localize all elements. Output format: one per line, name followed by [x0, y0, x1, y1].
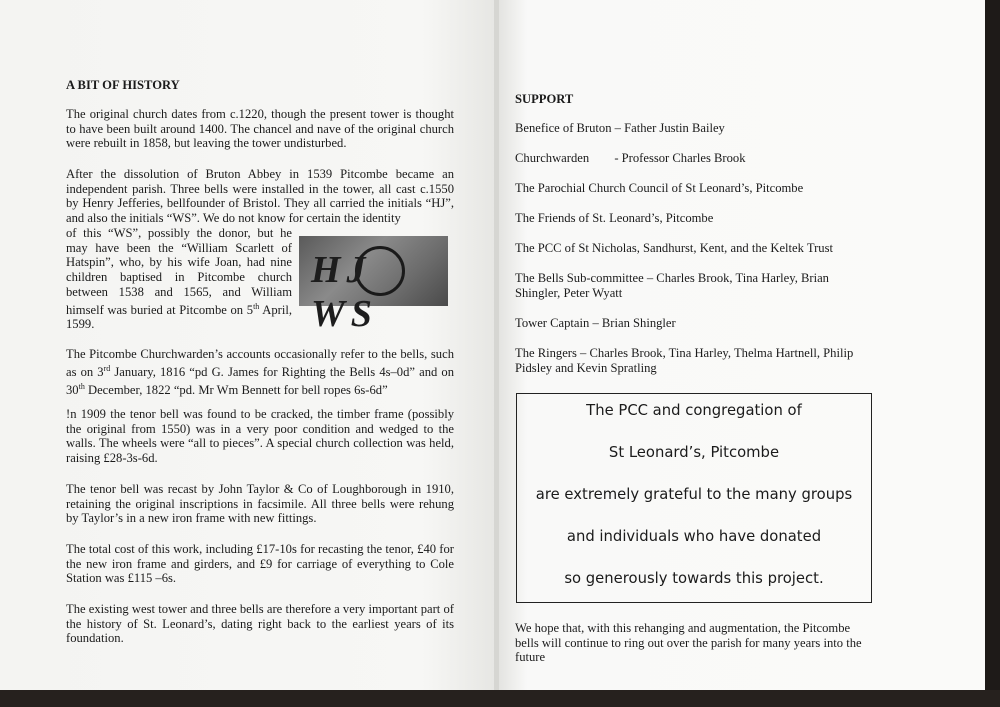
history-paragraph-2a: After the dissolution of Bruton Abbey in 1539 Pitcombe became an independent parish. Three bells were installed in the tower, all cast c.1550 by Henry Jefferies, bellfounder of Bristol. They all carried the initials “HJ”, and also the initials “WS”. We do not know for certain the identity: [66, 167, 454, 226]
history-paragraph-3: The Pitcombe Churchwarden’s accounts occasionally refer to the bells, such as on 3rd January, 1816 “pd G. James for Righting the Bells 4s–0d” and on 30th December, 1822 “pd. Mr Wm Bennett for bell ropes 6s-6d”: [66, 347, 454, 397]
gratitude-line: The PCC and congregation of: [586, 402, 802, 419]
history-heading: A BIT OF HISTORY: [66, 78, 180, 92]
gratitude-line: so generously towards this project.: [564, 570, 824, 587]
bell-inscription-photo: [299, 236, 448, 335]
support-item: The Parochial Church Council of St Leonard’s, Pitcombe: [515, 181, 804, 195]
support-heading: SUPPORT: [515, 92, 574, 106]
gratitude-line: St Leonard’s, Pitcombe: [608, 444, 780, 461]
book-spine: [494, 0, 499, 707]
support-item: The PCC of St Nicholas, Sandhurst, Kent, and the Keltek Trust: [515, 241, 833, 255]
support-item: Tower Captain – Brian Shingler: [515, 316, 676, 330]
stamp-initials: HJ WS: [311, 249, 378, 335]
history-paragraph-4: !n 1909 the tenor bell was found to be cracked, the timber frame (possibly the original from 1550) was in a very poor condition and wedged to the walls. The wheels were “all to pieces”. A special church collection was held, raising £28-3s-6d.: [66, 407, 454, 466]
history-paragraph-1: The original church dates from c.1220, though the present tower is thought to have been built around 1400. The chancel and nave of the original church were rebuilt in 1858, but leaving the tower undisturbed.: [66, 107, 454, 151]
scan-edge-right: [985, 0, 1000, 707]
gratitude-box: [516, 393, 872, 603]
support-item: Churchwarden - Professor Charles Brook: [515, 151, 746, 165]
support-item: The Friends of St. Leonard’s, Pitcombe: [515, 211, 714, 225]
support-item: Benefice of Bruton – Father Justin Bailey: [515, 121, 725, 135]
history-paragraph-7: The existing west tower and three bells are therefore a very important part of the history of St. Leonard’s, dating right back to the earliest years of its foundation.: [66, 602, 454, 646]
gratitude-line: and individuals who have donated: [566, 528, 822, 545]
support-item: The Bells Sub-committee – Charles Brook, Tina Harley, Brian Shingler, Peter Wyatt: [515, 271, 829, 300]
gratitude-line: are extremely grateful to the many groups: [535, 486, 853, 503]
history-paragraph-5: The tenor bell was recast by John Taylor & Co of Loughborough in 1910, retaining the original inscriptions in facsimile. All three bells were rehung by Taylor’s in a new iron frame with new fittings.: [66, 482, 454, 526]
history-paragraph-6: The total cost of this work, including £17-10s for recasting the tenor, £40 for the new iron frame and girders, and £9 for carriage of everything to Cole Station was £115 –6s.: [66, 542, 454, 586]
scan-edge-bottom: [0, 690, 1000, 707]
history-paragraph-2b: of this “WS”, possibly the donor, but he may have been the “William Scarlett of Hatspin”, who, by his wife Joan, had nine children baptised in Pitcombe church between 1538 and 1565, and William himself was buried at Pitcombe on 5th April, 1599.: [66, 226, 292, 332]
closing-paragraph: We hope that, with this rehanging and augmentation, the Pitcombe bells will continue to ring out over the parish for many years into the future: [515, 621, 862, 665]
support-item: The Ringers – Charles Brook, Tina Harley, Thelma Hartnell, Philip Pidsley and Kevin Spratling: [515, 346, 854, 375]
